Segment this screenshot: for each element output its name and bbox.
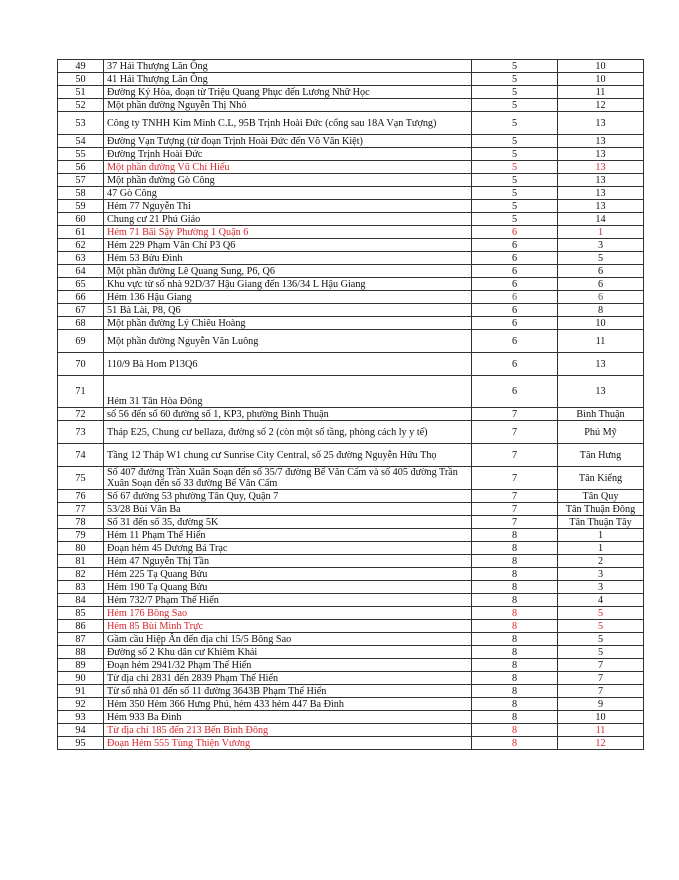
district-cell: 5	[472, 99, 558, 112]
address-cell: Đường Trịnh Hoài Đức	[104, 148, 472, 161]
row-number-cell: 50	[58, 73, 104, 86]
district-cell: 6	[472, 330, 558, 353]
table-row	[58, 239, 644, 252]
row-number-cell: 55	[58, 148, 104, 161]
ward-cell: 13	[558, 135, 644, 148]
table-row	[58, 467, 644, 490]
row-number-cell: 84	[58, 594, 104, 607]
address-cell: Gầm cầu Hiệp Ân đến địa chỉ 15/5 Bông Sao	[104, 633, 472, 646]
table-row	[58, 633, 644, 646]
address-cell: Hẻm 47 Nguyễn Thị Tần	[104, 555, 472, 568]
ward-cell: 13	[558, 161, 644, 174]
row-number-cell: 67	[58, 304, 104, 317]
address-cell: 37 Hải Thượng Lãn Ông	[104, 60, 472, 73]
address-cell: 110/9 Bà Hom P13Q6	[104, 353, 472, 376]
district-cell: 8	[472, 555, 558, 568]
lockdown-area-table	[57, 59, 644, 750]
district-cell: 5	[472, 60, 558, 73]
district-cell: 8	[472, 529, 558, 542]
table-row	[58, 200, 644, 213]
table-row	[58, 265, 644, 278]
district-cell: 5	[472, 86, 558, 99]
ward-cell: 4	[558, 594, 644, 607]
table-row	[58, 304, 644, 317]
ward-cell: 5	[558, 607, 644, 620]
ward-cell: Tân Thuận Đông	[558, 503, 644, 516]
district-cell: 6	[472, 252, 558, 265]
ward-cell: 6	[558, 278, 644, 291]
address-cell: Đoạn hẻm 45 Dương Bá Trạc	[104, 542, 472, 555]
row-number-cell: 68	[58, 317, 104, 330]
table-row	[58, 99, 644, 112]
ward-cell: 10	[558, 317, 644, 330]
row-number-cell: 66	[58, 291, 104, 304]
row-number-cell: 72	[58, 408, 104, 421]
row-number-cell: 92	[58, 698, 104, 711]
address-cell: Từ địa chỉ 185 đến 213 Bến Bình Đông	[104, 724, 472, 737]
table-row	[58, 148, 644, 161]
ward-cell: 5	[558, 252, 644, 265]
table-row	[58, 646, 644, 659]
address-cell: Hẻm 85 Bùi Minh Trực	[104, 620, 472, 633]
district-cell: 5	[472, 135, 558, 148]
row-number-cell: 56	[58, 161, 104, 174]
table-row	[58, 542, 644, 555]
address-cell: 41 Hải Thượng Lãn Ông	[104, 73, 472, 86]
district-cell: 7	[472, 444, 558, 467]
row-number-cell: 54	[58, 135, 104, 148]
table-row	[58, 444, 644, 467]
district-cell: 6	[472, 304, 558, 317]
ward-cell: 5	[558, 633, 644, 646]
row-number-cell: 51	[58, 86, 104, 99]
ward-cell: 6	[558, 291, 644, 304]
table-row	[58, 421, 644, 444]
table-row	[58, 174, 644, 187]
address-cell: Số 67 đường 53 phường Tân Quy, Quận 7	[104, 490, 472, 503]
address-cell: Hẻm 933 Ba Đình	[104, 711, 472, 724]
ward-cell: 9	[558, 698, 644, 711]
district-cell: 5	[472, 148, 558, 161]
row-number-cell: 87	[58, 633, 104, 646]
table-row	[58, 555, 644, 568]
address-cell: Hẻm 11 Phạm Thế Hiển	[104, 529, 472, 542]
row-number-cell: 65	[58, 278, 104, 291]
address-cell: Hẻm 229 Phạm Văn Chí P3 Q6	[104, 239, 472, 252]
ward-cell: 10	[558, 73, 644, 86]
row-number-cell: 58	[58, 187, 104, 200]
address-cell: Một phần đường Gò Công	[104, 174, 472, 187]
district-cell: 7	[472, 408, 558, 421]
district-cell: 7	[472, 516, 558, 529]
district-cell: 8	[472, 672, 558, 685]
address-cell: Một phần đường Lý Chiêu Hoàng	[104, 317, 472, 330]
table-row	[58, 291, 644, 304]
address-cell: Hẻm 190 Tạ Quang Bửu	[104, 581, 472, 594]
ward-cell: 11	[558, 724, 644, 737]
ward-cell: 3	[558, 568, 644, 581]
ward-cell: 11	[558, 86, 644, 99]
ward-cell: 8	[558, 304, 644, 317]
row-number-cell: 62	[58, 239, 104, 252]
district-cell: 5	[472, 112, 558, 135]
district-cell: 6	[472, 376, 558, 408]
address-cell: Đường Ký Hòa, đoạn từ Triệu Quang Phục đến Lương Nhữ Học	[104, 86, 472, 99]
district-cell: 8	[472, 633, 558, 646]
district-cell: 8	[472, 711, 558, 724]
address-cell: Một phần đường Nguyễn Văn Luông	[104, 330, 472, 353]
district-cell: 5	[472, 213, 558, 226]
row-number-cell: 52	[58, 99, 104, 112]
district-cell: 8	[472, 685, 558, 698]
row-number-cell: 76	[58, 490, 104, 503]
row-number-cell: 94	[58, 724, 104, 737]
district-cell: 8	[472, 607, 558, 620]
table-row	[58, 594, 644, 607]
ward-cell: 12	[558, 737, 644, 750]
row-number-cell: 81	[58, 555, 104, 568]
address-cell: Tầng 12 Tháp W1 chung cư Sunrise City Central, số 25 đường Nguyễn Hữu Thọ	[104, 444, 472, 467]
ward-cell: 10	[558, 711, 644, 724]
district-cell: 8	[472, 737, 558, 750]
address-cell: 53/28 Bùi Văn Ba	[104, 503, 472, 516]
table-row	[58, 737, 644, 750]
ward-cell: Tân Hưng	[558, 444, 644, 467]
address-cell: Hẻm 350 Hẻm 366 Hưng Phú, hẻm 433 hẻm 447 Ba Đình	[104, 698, 472, 711]
district-cell: 8	[472, 646, 558, 659]
ward-cell: 14	[558, 213, 644, 226]
table-row	[58, 568, 644, 581]
table-row	[58, 698, 644, 711]
row-number-cell: 74	[58, 444, 104, 467]
address-cell: Từ địa chỉ 2831 đến 2839 Phạm Thế Hiển	[104, 672, 472, 685]
address-cell: Khu vực từ số nhà 92D/37 Hậu Giang đến 136/34 L Hậu Giang	[104, 278, 472, 291]
address-cell: Một phần đường Lê Quang Sung, P6, Q6	[104, 265, 472, 278]
row-number-cell: 78	[58, 516, 104, 529]
table-row	[58, 161, 644, 174]
row-number-cell: 77	[58, 503, 104, 516]
row-number-cell: 79	[58, 529, 104, 542]
district-cell: 8	[472, 698, 558, 711]
row-number-cell: 86	[58, 620, 104, 633]
ward-cell: 2	[558, 555, 644, 568]
ward-cell: 3	[558, 239, 644, 252]
address-cell: Một phần đường Vũ Chí Hiếu	[104, 161, 472, 174]
district-cell: 7	[472, 490, 558, 503]
address-cell: 47 Gò Công	[104, 187, 472, 200]
district-cell: 8	[472, 620, 558, 633]
row-number-cell: 88	[58, 646, 104, 659]
district-cell: 5	[472, 161, 558, 174]
row-number-cell: 89	[58, 659, 104, 672]
ward-cell: 5	[558, 620, 644, 633]
address-cell: Một phần đường Nguyễn Thị Nhỏ	[104, 99, 472, 112]
row-number-cell: 53	[58, 112, 104, 135]
ward-cell: 3	[558, 581, 644, 594]
ward-cell: 13	[558, 353, 644, 376]
address-cell: Hẻm 53 Bửu Đình	[104, 252, 472, 265]
table-row	[58, 724, 644, 737]
table-body	[58, 60, 644, 750]
address-cell: Hẻm 31 Tân Hòa Đông	[104, 376, 472, 408]
table-row	[58, 135, 644, 148]
district-cell: 5	[472, 200, 558, 213]
ward-cell: 12	[558, 99, 644, 112]
district-cell: 8	[472, 581, 558, 594]
ward-cell: Tân Quy	[558, 490, 644, 503]
district-cell: 6	[472, 278, 558, 291]
row-number-cell: 73	[58, 421, 104, 444]
district-cell: 8	[472, 542, 558, 555]
address-cell: Tháp E25, Chung cư bellaza, đường số 2 (còn một số tầng, phòng cách ly y tế)	[104, 421, 472, 444]
address-cell: Hẻm 176 Bông Sao	[104, 607, 472, 620]
table-row	[58, 86, 644, 99]
district-cell: 6	[472, 291, 558, 304]
table-row	[58, 73, 644, 86]
table-row	[58, 607, 644, 620]
district-cell: 8	[472, 594, 558, 607]
district-cell: 6	[472, 317, 558, 330]
row-number-cell: 71	[58, 376, 104, 408]
address-cell: Hẻm 732/7 Phạm Thế Hiển	[104, 594, 472, 607]
table-row	[58, 252, 644, 265]
address-cell: Hẻm 77 Nguyễn Thi	[104, 200, 472, 213]
address-cell: 51 Bà Lài, P8, Q6	[104, 304, 472, 317]
row-number-cell: 70	[58, 353, 104, 376]
row-number-cell: 82	[58, 568, 104, 581]
address-cell: Số 31 đến số 35, đường 5K	[104, 516, 472, 529]
district-cell: 6	[472, 226, 558, 239]
row-number-cell: 57	[58, 174, 104, 187]
row-number-cell: 80	[58, 542, 104, 555]
row-number-cell: 61	[58, 226, 104, 239]
address-cell: Đoạn Hẻm 555 Tùng Thiện Vương	[104, 737, 472, 750]
ward-cell: Phú Mỹ	[558, 421, 644, 444]
table-row	[58, 659, 644, 672]
district-cell: 8	[472, 568, 558, 581]
address-cell: số 56 đến số 60 đường số 1, KP3, phường Bình Thuận	[104, 408, 472, 421]
ward-cell: 7	[558, 659, 644, 672]
ward-cell: 13	[558, 112, 644, 135]
row-number-cell: 63	[58, 252, 104, 265]
table-row	[58, 672, 644, 685]
district-cell: 7	[472, 421, 558, 444]
table-row	[58, 408, 644, 421]
table-row	[58, 376, 644, 408]
table-row	[58, 60, 644, 73]
ward-cell: Tân Thuận Tây	[558, 516, 644, 529]
row-number-cell: 75	[58, 467, 104, 490]
ward-cell: 1	[558, 542, 644, 555]
district-cell: 7	[472, 503, 558, 516]
address-cell: Số 407 đường Trần Xuân Soạn đến số 35/7 đường Bế Văn Cấm và số 405 đường Trần Xuân Soạn đến số 33 đường Bế Văn Cấm	[104, 467, 472, 490]
ward-cell: 13	[558, 187, 644, 200]
district-cell: 5	[472, 187, 558, 200]
row-number-cell: 60	[58, 213, 104, 226]
address-cell: Đoạn hẻm 2941/32 Phạm Thế Hiển	[104, 659, 472, 672]
ward-cell: 1	[558, 529, 644, 542]
ward-cell: Tân Kiểng	[558, 467, 644, 490]
ward-cell: 13	[558, 376, 644, 408]
ward-cell: 13	[558, 174, 644, 187]
district-cell: 5	[472, 174, 558, 187]
ward-cell: 5	[558, 646, 644, 659]
table-row	[58, 187, 644, 200]
address-cell: Hẻm 136 Hậu Giang	[104, 291, 472, 304]
row-number-cell: 49	[58, 60, 104, 73]
table-row	[58, 226, 644, 239]
table-row	[58, 711, 644, 724]
district-cell: 7	[472, 467, 558, 490]
ward-cell: 13	[558, 148, 644, 161]
row-number-cell: 69	[58, 330, 104, 353]
address-cell: Đường Vạn Tượng (từ đoạn Trịnh Hoài Đức đến Võ Văn Kiệt)	[104, 135, 472, 148]
table-row	[58, 112, 644, 135]
table-row	[58, 353, 644, 376]
row-number-cell: 91	[58, 685, 104, 698]
ward-cell: 11	[558, 330, 644, 353]
row-number-cell: 83	[58, 581, 104, 594]
district-cell: 6	[472, 265, 558, 278]
row-number-cell: 90	[58, 672, 104, 685]
row-number-cell: 85	[58, 607, 104, 620]
district-cell: 8	[472, 724, 558, 737]
ward-cell: Bình Thuận	[558, 408, 644, 421]
address-cell: Chung cư 21 Phú Giáo	[104, 213, 472, 226]
table-row	[58, 529, 644, 542]
address-cell: Hẻm 225 Tạ Quang Bửu	[104, 568, 472, 581]
address-cell: Hẻm 71 Bãi Sậy Phường 1 Quận 6	[104, 226, 472, 239]
address-cell: Công ty TNHH Kim Minh C.L, 95B Trịnh Hoài Đức (cổng sau 18A Vạn Tượng)	[104, 112, 472, 135]
district-cell: 6	[472, 239, 558, 252]
table-row	[58, 503, 644, 516]
row-number-cell: 64	[58, 265, 104, 278]
table-row	[58, 685, 644, 698]
ward-cell: 7	[558, 685, 644, 698]
ward-cell: 13	[558, 200, 644, 213]
address-cell: Từ số nhà 01 đến số 11 đường 3643B Phạm Thế Hiển	[104, 685, 472, 698]
row-number-cell: 93	[58, 711, 104, 724]
ward-cell: 10	[558, 60, 644, 73]
row-number-cell: 95	[58, 737, 104, 750]
ward-cell: 7	[558, 672, 644, 685]
table-row	[58, 278, 644, 291]
table-row	[58, 490, 644, 503]
district-cell: 8	[472, 659, 558, 672]
table-row	[58, 330, 644, 353]
table-row	[58, 620, 644, 633]
district-cell: 6	[472, 353, 558, 376]
address-cell: Đường số 2 Khu dân cư Khiêm Khải	[104, 646, 472, 659]
table-row	[58, 317, 644, 330]
ward-cell: 6	[558, 265, 644, 278]
table-row	[58, 213, 644, 226]
ward-cell: 1	[558, 226, 644, 239]
row-number-cell: 59	[58, 200, 104, 213]
table-row	[58, 581, 644, 594]
district-cell: 5	[472, 73, 558, 86]
table-row	[58, 516, 644, 529]
